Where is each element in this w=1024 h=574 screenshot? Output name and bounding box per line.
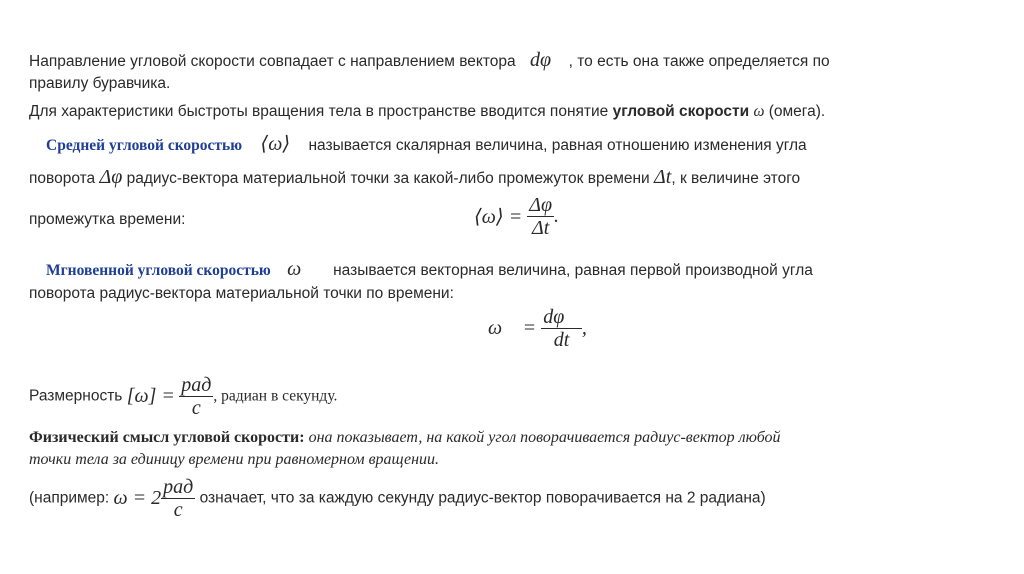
omega-vector-symbol: ω⃗ [287,258,317,280]
formula-denominator: dt [541,328,582,351]
example-denominator: c [161,498,195,521]
dimension-fraction [179,374,213,419]
text: поворота [29,170,96,187]
delta-t-symbol: Δt [654,166,672,188]
paragraph-intro [29,102,825,122]
delta-phi-symbol: Δφ [99,166,123,188]
example-lhs: ω = 2 [113,487,162,509]
paragraph-direction [29,50,830,72]
formula-lhs: ω⃗ = [488,317,537,339]
meaning-text: она показывает, на какой угол поворачивается радиус-вектор любой [308,429,781,446]
average-definition-line3: промежутка времени: [29,211,186,228]
dimension-line [29,374,337,419]
dimension-tail: , радиан в секунду. [213,387,338,405]
formula-end: , [581,317,587,339]
paragraph-direction-line2: правилу буравчика. [29,75,171,92]
instant-definition [46,259,813,281]
formula-end: . [554,205,560,227]
meaning-heading: Физический смысл угловой скорости: [29,429,305,446]
average-term: Средней угловой скоростью [46,137,243,154]
d-phi-vector: dφ⃗ [529,49,567,71]
text: , к величине этого [671,170,801,187]
average-definition-line2 [29,167,800,189]
text: называется векторная величина, равная первой производной угла [333,262,813,279]
average-formula [474,194,559,239]
average-definition [46,134,807,156]
text: Направление угловой скорости совпадает с направлением вектора [29,53,516,70]
meaning-paragraph-line2: точки тела за единицу времени при равномерном вращении. [29,451,440,468]
text: (омега). [768,103,826,120]
example-numerator: рад [163,476,194,498]
angular-velocity-term: угловой скорости [612,103,750,120]
instant-term: Мгновенной угловой скоростью [46,262,271,279]
dimension-label: Размерность [29,387,123,405]
text: , то есть она также определяется по [568,53,830,70]
instant-formula [488,306,587,351]
formula-numerator: Δφ [529,194,553,216]
instant-definition-line2: поворота радиус-вектора материальной точки по времени: [29,285,454,302]
example-fraction [161,476,195,521]
dimension-numerator: рад [181,374,212,396]
example-text: означает, что за каждую секунду радиус-вектор поворачивается на 2 радиана) [199,489,766,507]
text: называется скалярная величина, равная отношению изменения угла [308,137,807,154]
formula-lhs: ⟨ω⟩ = [474,206,523,228]
dimension-denominator: c [179,396,213,419]
text: Для характеристики быстроты вращения тела в пространстве вводится понятие [29,103,609,120]
avg-omega-symbol: ⟨ω⟩ [260,133,291,155]
formula-fraction [541,306,582,351]
example-line [29,476,766,521]
formula-denominator: Δt [527,216,554,239]
formula-numerator: dφ⃗ [543,306,580,328]
omega-symbol: ω [753,103,765,120]
dimension-lhs: [ω] = [126,385,175,407]
formula-fraction [527,194,554,239]
meaning-paragraph [29,428,781,448]
text: радиус-вектора материальной точки за какой-либо промежуток времени [126,170,650,187]
example-open: (например: [29,489,110,507]
